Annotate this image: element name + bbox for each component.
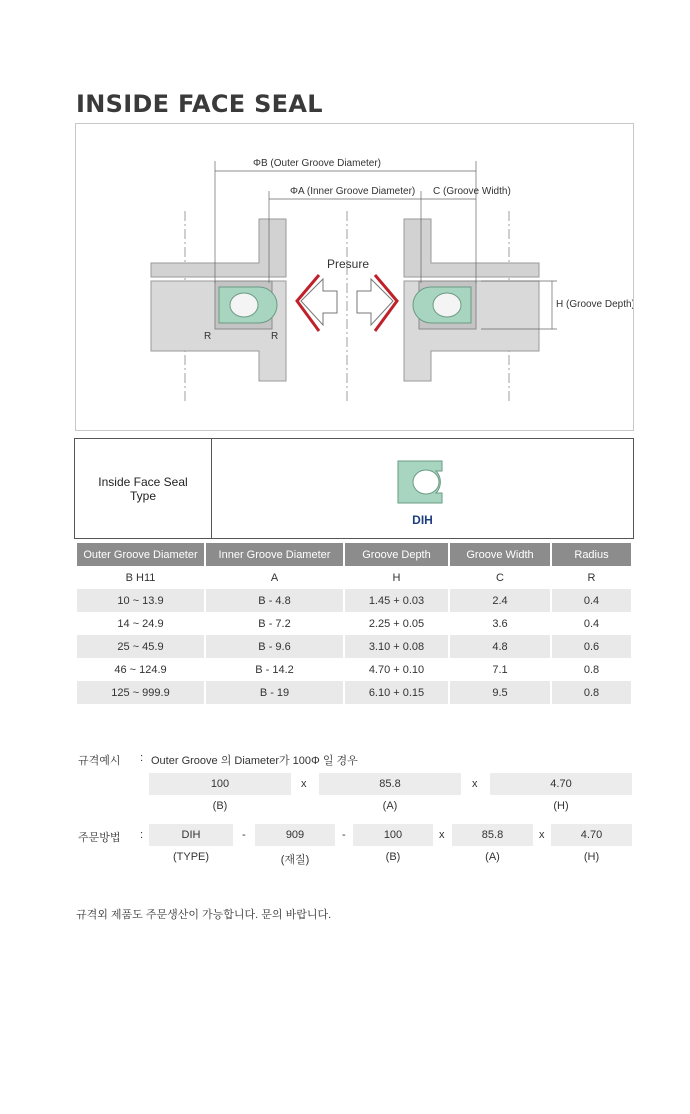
order-op: x [439, 829, 445, 841]
table-cell: 6.10 + 0.15 [345, 681, 448, 704]
table-cell: B - 4.8 [206, 589, 343, 612]
order-sub: (TYPE) [172, 851, 210, 863]
table-cell: B - 7.2 [258, 617, 291, 630]
groove-depth-label: H (Groove Depth) [556, 299, 633, 310]
order-value-material: 909 [255, 824, 335, 846]
table-cell: 2.4 [450, 589, 550, 612]
order-op: - [242, 829, 246, 841]
table-cell: 3.6 [492, 617, 508, 630]
header-depth: Groove Depth [345, 543, 448, 566]
order-value-a: 85.8 [452, 824, 533, 846]
order-sub: (재질) [280, 854, 310, 866]
groove-drawing [76, 124, 633, 430]
order-sub: (B) [385, 851, 401, 863]
type-label-line2: Type [129, 488, 156, 503]
header-width: Groove Width [450, 543, 550, 566]
right-housing [404, 219, 539, 381]
table-cell: B H11 [125, 571, 156, 584]
table-cell: C [496, 571, 504, 584]
pressure-label: Presure [327, 257, 370, 271]
table-cell: 14 ~ 24.9 [117, 617, 164, 630]
order-value-h: 4.70 [551, 824, 632, 846]
type-label-line1: Inside Face Seal [98, 474, 188, 489]
order-label: 주문방법 [78, 832, 121, 844]
type-label-cell [75, 439, 212, 538]
left-housing [151, 219, 286, 381]
outer-diameter-label: ΦB (Outer Groove Diameter) [253, 158, 382, 169]
table-cell: 9.5 [450, 681, 550, 704]
order-sub: (A) [485, 851, 500, 863]
table-cell: B - 14.2 [255, 663, 294, 676]
header-inner: Inner Groove Diameter [206, 543, 343, 566]
table-cell: 0.8 [552, 681, 631, 704]
type-image-cell [212, 439, 633, 538]
table-cell: A [270, 571, 279, 584]
table-row [77, 635, 631, 658]
table-cell: R [587, 571, 596, 584]
groove-diagram [75, 123, 634, 431]
table-cell: B - 9.6 [206, 635, 343, 658]
order-op: x [539, 829, 545, 841]
table-symbol-row [77, 566, 631, 589]
order-value-type: DIH [149, 824, 233, 846]
table-cell: 0.4 [583, 617, 600, 630]
order-value-b: 100 [353, 824, 433, 846]
dih-seal-icon [392, 457, 452, 505]
table-cell: 46 ~ 124.9 [114, 663, 167, 676]
header-outer: Outer Groove Diameter [77, 543, 204, 566]
table-cell: 125 ~ 999.9 [77, 681, 204, 704]
table-cell: 4.70 + 0.10 [368, 663, 425, 676]
header-radius: Radius [552, 543, 631, 566]
example-value-b: 100 [149, 773, 291, 795]
example-label: 규격예시 [78, 755, 121, 767]
table-row [77, 658, 631, 681]
table-cell: 7.1 [492, 663, 508, 676]
table-cell: H [392, 571, 401, 584]
table-cell: 10 ~ 13.9 [77, 589, 204, 612]
table-cell: 1.45 + 0.03 [345, 589, 448, 612]
radius-label-left: R [204, 331, 212, 342]
table-cell: 2.25 + 0.05 [368, 617, 425, 630]
radius-label-right: R [271, 331, 279, 342]
custom-order-note: 규격외 제품도 주문생산이 가능합니다. 문의 바랍니다. [76, 909, 332, 921]
table-cell: 0.8 [583, 663, 600, 676]
inner-diameter-label: ΦA (Inner Groove Diameter) [290, 186, 416, 197]
page-title: INSIDE FACE SEAL [76, 90, 323, 118]
example-colon: : [140, 752, 144, 764]
order-colon: : [140, 829, 144, 841]
table-row [77, 589, 631, 612]
example-value-a: 85.8 [319, 773, 461, 795]
table-cell: B - 19 [206, 681, 343, 704]
example-sub: (H) [553, 800, 569, 812]
example-op: x [472, 778, 478, 790]
order-op: - [342, 829, 346, 841]
table-cell: 0.6 [552, 635, 631, 658]
example-op: x [301, 778, 307, 790]
table-cell: 0.4 [552, 589, 631, 612]
example-value-h: 4.70 [490, 773, 632, 795]
spec-table [75, 543, 633, 704]
example-sub: (A) [382, 800, 398, 812]
table-row [77, 612, 631, 635]
table-cell: 25 ~ 45.9 [77, 635, 204, 658]
example-description: Outer Groove 의 Diameter가 100Φ 일 경우 [151, 755, 358, 767]
order-sub: (H) [583, 851, 600, 863]
example-sub: (B) [212, 800, 228, 812]
table-header-row [77, 543, 631, 566]
table-cell: 4.8 [450, 635, 550, 658]
type-name: DIH [412, 513, 433, 527]
table-row [77, 681, 631, 704]
table-cell: 3.10 + 0.08 [345, 635, 448, 658]
type-box [74, 438, 634, 539]
groove-width-label: C (Groove Width) [433, 186, 511, 197]
